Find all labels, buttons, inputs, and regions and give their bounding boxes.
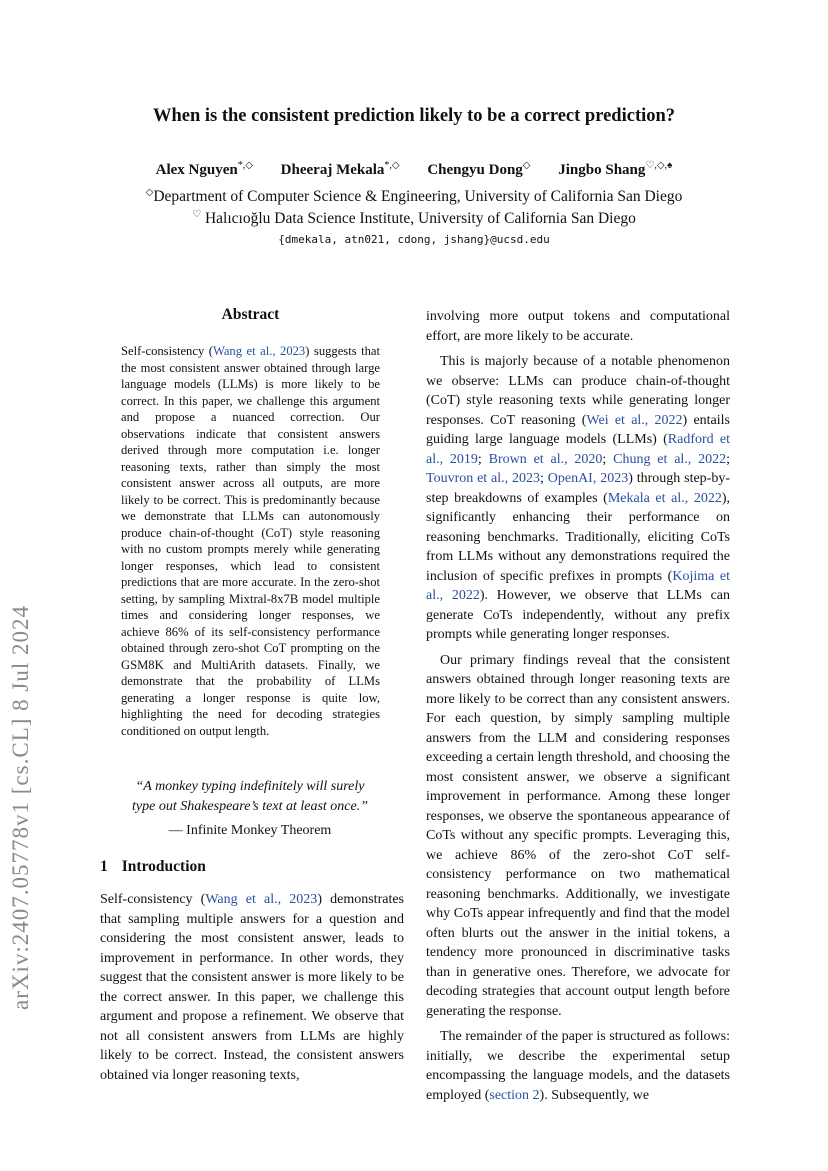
- citation-link[interactable]: Brown et al., 2020: [488, 451, 603, 467]
- author: Chengyu Dong◇: [427, 160, 531, 178]
- epigraph-attribution: — Infinite Monkey Theorem: [168, 823, 332, 838]
- citation-link[interactable]: Wang et al., 2023: [212, 344, 306, 358]
- abstract-heading: Abstract: [221, 306, 280, 323]
- citation-link[interactable]: Mekala et al., 2022: [607, 490, 722, 506]
- affiliation: ◇Department of Computer Science & Engineering, University of California San Diego: [145, 187, 683, 206]
- citation-link[interactable]: Wang et al., 2023: [205, 892, 318, 907]
- author: Dheeraj Mekala*,◇: [280, 160, 400, 178]
- text-run: Self-consistency (: [100, 892, 206, 907]
- right-column-body: [426, 307, 730, 1111]
- text-run: ) suggests that the most consistent answer obtained through large language models (LLMs) is more likely to be correct. In this paper, we challenge this argument and propose a nuanced correction. Our observations indicate that consistent answers derived through more computation i.e. longer reasoning texts, rather than simply the most consistent answer across all outputs, are more likely to be correct. This is predominantly because we demonstrate that LLMs can autonomously produce chain-of-thought (CoT) style reasoning with no custom prompts merely while generating longer responses, which lead to consistent predictions that are more accurate. In the zero-shot setting, by sampling Mixtral-8x7B model multiple times and considering longer responses, we achieve 86% of its self-consistency performance obtained through zero-shot CoT prompting on the GSM8K and MultiArith datasets. Finally, we demonstrate that the probability of LLMs generating a longer response is quite low, highlighting the need for decoding strategies conditioned on output length.: [121, 344, 381, 738]
- citation-link[interactable]: Touvron et al., 2023: [426, 471, 540, 486]
- text-run: ;: [477, 451, 489, 467]
- body-paragraph: [426, 352, 730, 645]
- text-run: The remainder of the paper is structured as follows: initially, we describe the experimental setup encompassing the language models, and the datasets employed (: [426, 1029, 730, 1103]
- citation-link[interactable]: Kojima et al., 2022: [426, 568, 730, 603]
- body-paragraph: [100, 890, 404, 1085]
- citation-link[interactable]: OpenAI, 2023: [547, 471, 629, 486]
- text-run: ;: [726, 451, 731, 467]
- citation-link[interactable]: section 2: [489, 1087, 540, 1103]
- text-run: ) through step-by-step breakdowns of examples (: [426, 471, 730, 506]
- text-run: ;: [540, 471, 548, 486]
- left-column-body: [100, 890, 404, 1091]
- epigraph-quote: “A monkey typing indefinitely will surely type out Shakespeare’s text at least once.”: [132, 779, 368, 814]
- section-heading: 1 Introduction: [100, 858, 206, 875]
- text-run: ). Subsequently, we: [539, 1087, 650, 1103]
- text-run: ) demonstrates that sampling multiple answers for a question and considering the most consistent answer, leads to improvement in performance. In other words, they suggest that the consistent answer is more likely to be the correct answer. In this paper, we challenge this argument and propose a refinement. We observe that not all consistent answers from LLMs are highly likely to be correct. Instead, the consistent answers obtained via longer reasoning texts,: [100, 892, 404, 1083]
- author: Jingbo Shang♡,◇,♠: [558, 160, 673, 178]
- author-emails: {dmekala, atn021, cdong, jshang}@ucsd.edu: [278, 233, 550, 246]
- text-run: Self-consistency (: [121, 344, 213, 358]
- abstract-text: [121, 343, 380, 739]
- author-list: [0, 160, 828, 179]
- text-run: ;: [602, 451, 614, 467]
- arxiv-identifier: arXiv:2407.05778v1 [cs.CL] 8 Jul 2024: [8, 605, 33, 1010]
- body-paragraph: [426, 307, 730, 346]
- citation-link[interactable]: Radford et al., 2019: [426, 432, 731, 467]
- text-run: ), significantly enhancing their performance on reasoning benchmarks. Traditionally, eliciting CoTs from LLMs without any demonstrations required the inclusion of specific prefixes in prompts (: [426, 490, 731, 584]
- text-run: involving more output tokens and computational effort, are more likely to be accurate.: [426, 309, 730, 344]
- author: Alex Nguyen*,◇: [155, 160, 253, 178]
- text-run: ) entails guiding large language models (LLMs) (: [426, 412, 730, 447]
- text-run: ). However, we observe that LLMs can generate CoTs independently, without any prefix prompts while generating longer responses.: [426, 588, 731, 642]
- body-paragraph: [426, 1027, 730, 1105]
- affiliation: ♡ Halıcıoğlu Data Science Institute, University of California San Diego: [192, 209, 636, 228]
- text-run: Our primary findings reveal that the consistent answers obtained through longer reasoning texts are more likely to be correct than any consistent answers. For each question, by simply sampling multiple answers from the LLM and considering responses exceeding a certain length threshold, and choosing the most consistent answer, we observe a significant improvement in performance. Among these longer responses, we observe the spontaneous appearance of CoTs without any specific prompts. Leveraging this, we achieve 86% of the zero-shot CoT self-consistency performance on two mathematical reasoning benchmarks. Additionally, we investigate why CoTs appear infrequently and find that the model often blurts out the answer in the initial tokens, a tendency more pronounced in discriminative tasks than in generative ones. Therefore, we advocate for decoding strategies that account output length before generating the response.: [426, 652, 731, 1019]
- citation-link[interactable]: Wei et al., 2022: [586, 412, 683, 428]
- body-paragraph: [426, 651, 730, 1022]
- text-run: This is majorly because of a notable phenomenon we observe: LLMs can produce chain-of-thought (CoT) style reasoning texts while generating longer responses. CoT reasoning (: [426, 354, 730, 428]
- paper-title: When is the consistent prediction likely to be a correct prediction?: [152, 106, 676, 126]
- citation-link[interactable]: Chung et al., 2022: [613, 451, 727, 467]
